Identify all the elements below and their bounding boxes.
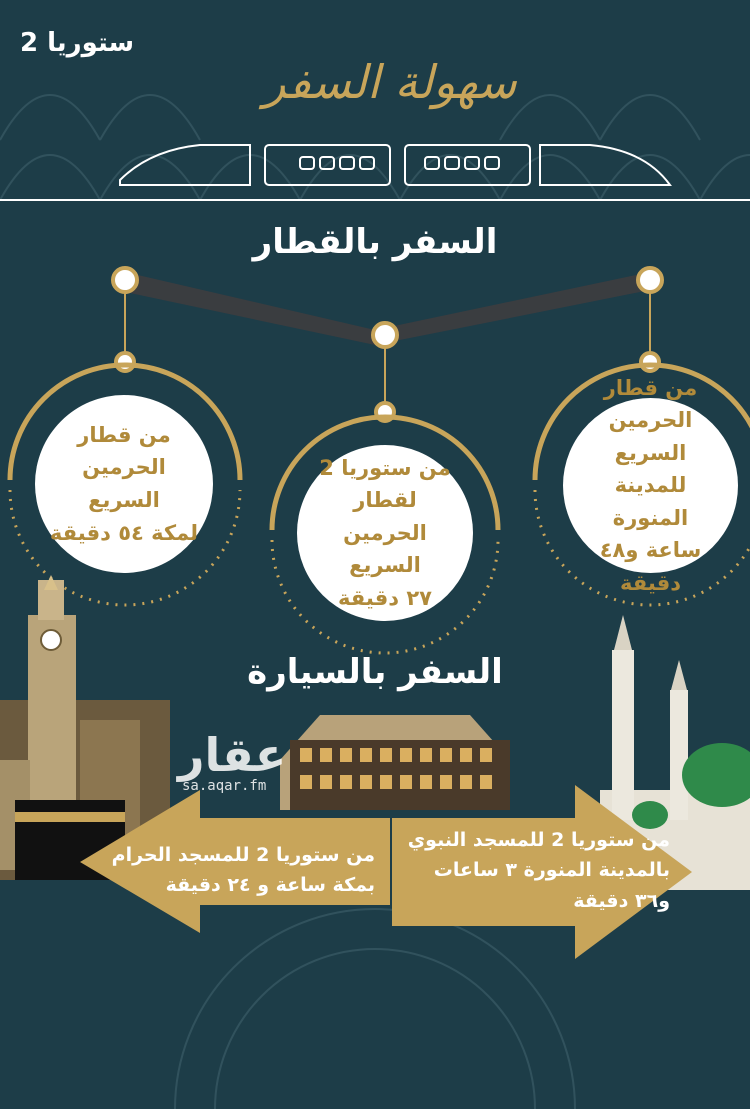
- train-circle-storia-text: من ستوريا 2 لقطار الحرمين السريع ٢٧ دقيقة: [319, 455, 451, 610]
- train-circle-makkah: [35, 395, 213, 573]
- train-circle-madinah-text: من قطار الحرمين السريع للمدينة المنورة ساعة و٤٨ دقيقة: [599, 375, 702, 595]
- left-arrow-text: من ستوريا 2 للمسجد الحرام بمكة ساعة و ٢٤ دقيقة: [111, 844, 375, 897]
- building-illustration: [280, 715, 510, 810]
- page-title: سهولة السفر: [263, 55, 517, 109]
- watermark-brand: عقار: [178, 728, 287, 782]
- right-arrow-text: من ستوريا 2 للمسجد النبوي بالمدينة المنورة ٣ ساعات و٣٦ دقيقة: [407, 829, 670, 912]
- train-circle-makkah-text: من قطار الحرمين السريع لمكة ٥٤ دقيقة: [49, 422, 199, 545]
- watermark-url: sa.aqar.fm: [182, 778, 267, 794]
- car-section-title: السفر بالسيارة: [247, 652, 503, 692]
- train-circle-storia: [297, 445, 473, 621]
- train-circle-madinah: [563, 375, 738, 595]
- brand-name: ستوريا 2: [20, 28, 135, 58]
- train-section-title: السفر بالقطار: [252, 222, 498, 262]
